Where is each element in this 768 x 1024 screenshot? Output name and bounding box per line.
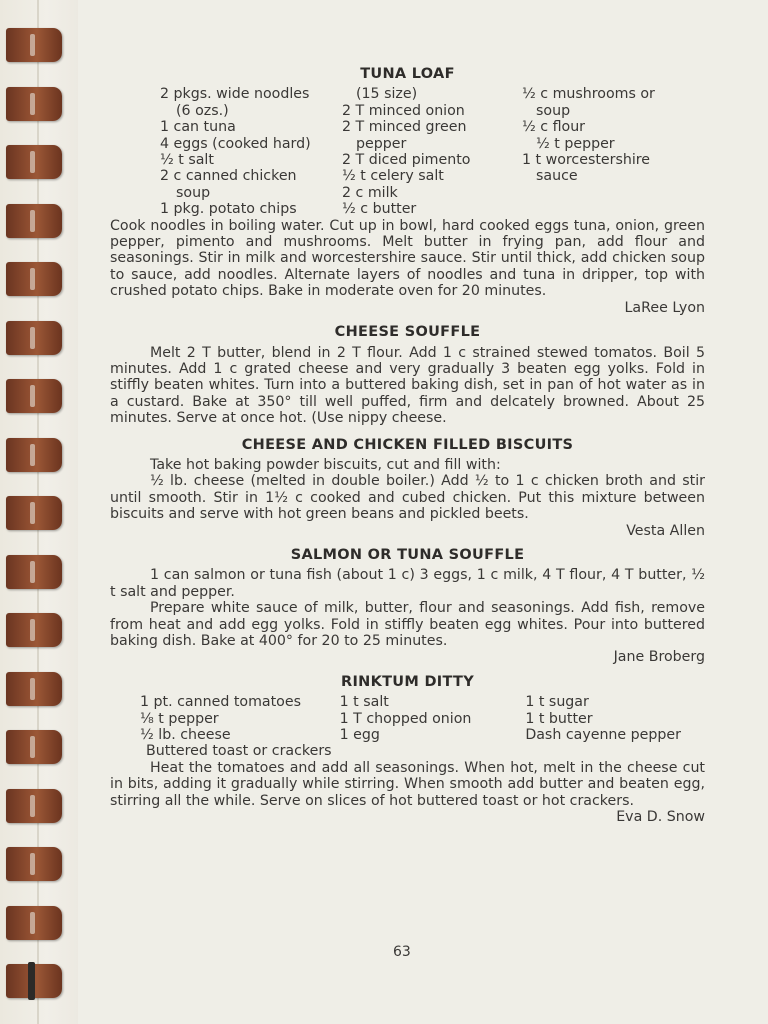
binding-ring [6,730,62,764]
binding-ring [6,789,62,823]
recipe-title: CHEESE AND CHICKEN FILLED BISCUITS [241,436,574,453]
ingredient: 2 c milk [342,184,398,201]
recipe-directions: Prepare white sauce of milk, butter, flour and seasonings. Add fish, remove from heat and add egg yolks. Fold in stiffly beaten egg whites. Pour into buttered baking dish. Bake at 400° for 20 to 25 minutes. [110,600,705,649]
ingredient: 1 T chopped onion [339,710,472,727]
recipe-author: Eva D. Snow [616,809,705,826]
recipe-directions: ½ lb. cheese (melted in double boiler.) Add ½ to 1 c chicken broth and stir until smooth. Stir in 1½ c cooked and cubed chicken. Put this mixture between biscuits and serve with hot green beans and pickled beets. [110,473,705,523]
recipe-title: RINKTUM DITTY [340,673,475,690]
ingredient-column-2 [340,694,526,743]
ingredient: 2 c canned chicken [160,168,297,185]
ingredient-column-2 [342,86,522,217]
ingredient: 1 pt. canned tomatoes [140,694,301,711]
ingredient: ½ c flour [522,119,586,136]
recipe-salmon-tuna-souffle [110,547,705,666]
ingredient: soup [176,184,211,201]
binding-ring [6,379,62,413]
ingredient: (15 size) [356,86,418,103]
ingredient: (6 ozs.) [176,102,229,119]
ingredient-list [110,694,705,743]
ingredient: ⅛ t pepper [140,710,219,727]
ingredient: ½ c butter [342,201,417,218]
binding-ring [6,321,62,355]
binding-ring [6,555,62,589]
binding-ring [6,87,62,121]
cookbook-page [110,66,705,833]
recipe-tuna-loaf [110,66,705,316]
recipe-rinktum-ditty [110,674,705,826]
ingredient: 1 pkg. potato chips [160,201,297,218]
ingredient: 4 eggs (cooked hard) [160,135,311,152]
ingredient: 2 T minced onion [342,102,465,119]
recipe-cheese-chicken-biscuits [110,437,705,539]
ingredient: 2 pkgs. wide noodles [160,86,310,103]
recipe-cheese-souffle [110,324,705,436]
ingredient: 1 can tuna [160,119,236,136]
ingredient: ½ c mushrooms or [522,86,655,103]
recipe-directions: Melt 2 T butter, blend in 2 T flour. Add 1 c strained stewed tomatos. Boil 5 minutes. Add 1 c grated cheese and very gradually 3 beaten egg yolks. Fold in stiffly beaten whites. Turn into a buttered baking dish, set in pan of hot water as in a custard. Bake at 350° till well puffed, firm and delcately browned. About 25 minutes. Serve at once hot. (Use nippy cheese. [110,344,705,427]
recipe-directions: Heat the tomatoes and add all seasonings. When hot, melt in the cheese cut in bits, adding it gradually while stirring. When smooth add butter and beaten egg, stirring all the while. Serve on slices of hot buttered toast or hot crackers. [110,759,705,809]
ingredient: 1 t butter [525,710,593,727]
page-number: 63 [393,944,411,960]
ingredient: ½ t pepper [536,135,615,152]
recipe-author: LaRee Lyon [624,299,705,316]
ingredient: Buttered toast or crackers [146,743,332,760]
ingredient-column-3 [522,86,702,217]
ingredient: 1 t sugar [525,694,589,711]
recipe-author: Jane Broberg [613,649,705,666]
ingredient: ½ t celery salt [342,168,444,185]
ingredient: 2 T minced green [342,119,467,136]
ingredient: 1 t worcestershire [522,152,651,169]
binding-ring [6,145,62,179]
binding-ring [6,204,62,238]
recipe-directions: Cook noodles in boiling water. Cut up in bowl, hard cooked eggs tuna, onion, green pepper, pimento and mushrooms. Melt butter in frying pan, add flour and seasonings. Stir in milk and worcestershire sauce. Stir until thick, add chicken soup to sauce, add noodles. Alternate layers of noodles and tuna in dripper, top with crushed potato chips. Bake in moderate oven for 20 minutes. [110,217,705,300]
binding-ring [6,613,62,647]
ingredient: sauce [536,168,578,185]
binding-ring [6,496,62,530]
ingredient-column-1 [110,694,340,743]
binding-ring [6,438,62,472]
ingredient-list [110,86,705,217]
ingredient-column-1 [110,86,342,217]
recipe-title: SALMON OR TUNA SOUFFLE [290,546,525,563]
ingredient: Dash cayenne pepper [525,727,681,744]
ingredient-column-3 [525,694,705,743]
recipe-ingredients: 1 can salmon or tuna fish (about 1 c) 3 eggs, 1 c milk, 4 T flour, 4 T butter, ½ t salt and pepper. [110,567,705,600]
ingredient: 1 egg [339,727,380,744]
ingredient: 2 T diced pimento [342,152,471,169]
ingredient: pepper [356,135,407,152]
binding-ring [6,28,62,62]
binding-ring [6,262,62,296]
ingredient: ½ t salt [160,152,214,169]
recipe-author: Vesta Allen [626,522,705,539]
binding-ring [6,906,62,940]
binding-hole [28,962,35,1000]
recipe-intro: Take hot baking powder biscuits, cut and fill with: [150,456,501,473]
recipe-title: CHEESE SOUFFLE [334,324,481,341]
ingredient: 1 t salt [339,694,389,711]
ingredient: ½ lb. cheese [140,727,231,744]
binding-ring [6,847,62,881]
ingredient: soup [536,102,571,119]
binding-ring [6,672,62,706]
recipe-title: TUNA LOAF [360,66,455,82]
